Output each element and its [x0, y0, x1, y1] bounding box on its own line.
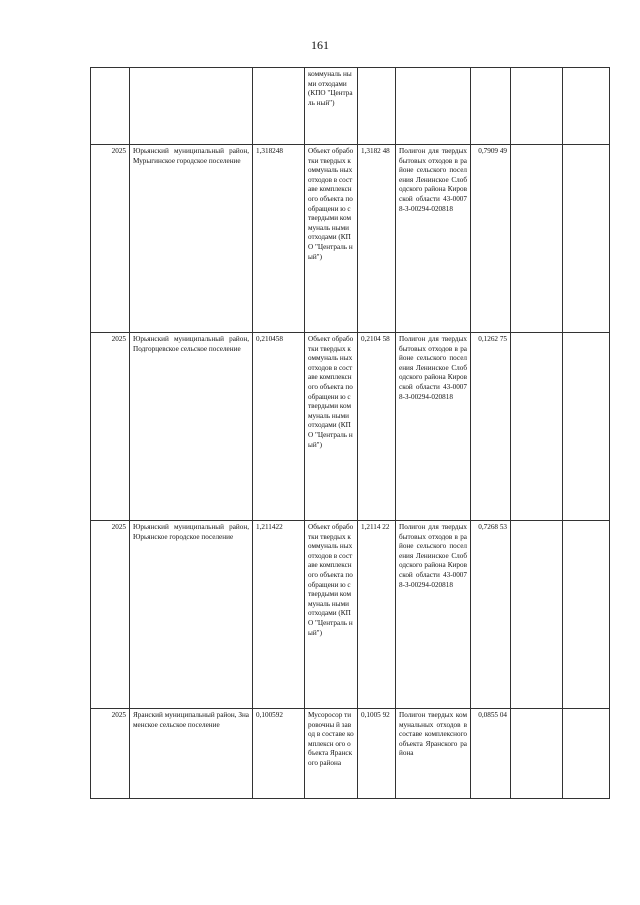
- object-mass-cell: 1,3182 48: [358, 145, 396, 333]
- destination-cell: [396, 68, 471, 145]
- empty-cell: [511, 145, 563, 333]
- empty-cell: [511, 333, 563, 521]
- mass-cell: 1,211422: [253, 521, 305, 709]
- empty-cell: [563, 68, 610, 145]
- share-cell: [471, 68, 511, 145]
- empty-cell: [563, 709, 610, 799]
- mass-cell: 0,100592: [253, 709, 305, 799]
- share-cell: 0,7909 49: [471, 145, 511, 333]
- table-row: [91, 333, 610, 521]
- share-cell: 0,7268 53: [471, 521, 511, 709]
- mass-cell: 0,210458: [253, 333, 305, 521]
- share-cell: 0,0855 04: [471, 709, 511, 799]
- municipality-cell: Юрьянский муниципальный район, Мурыгинское городское поселение: [130, 145, 253, 333]
- municipality-cell: [130, 68, 253, 145]
- object-mass-cell: 0,1005 92: [358, 709, 396, 799]
- year-cell: [91, 68, 130, 145]
- year-cell: 2025: [91, 521, 130, 709]
- empty-cell: [511, 709, 563, 799]
- destination-cell: Полигон для твердых бытовых отходов в районе сельского поселения Ленинское Слободского района Кировской области 43-00078-З-00294-020818: [396, 145, 471, 333]
- object-cell: Объект обработки твердых коммуналь ных отходов в составе комплексн ого объекта по обращени ю с твердыми коммуналь ными отходами (КПО "Централь ный"): [305, 333, 358, 521]
- table-row: [91, 68, 610, 145]
- empty-cell: [563, 521, 610, 709]
- empty-cell: [511, 521, 563, 709]
- table-row: [91, 521, 610, 709]
- year-cell: 2025: [91, 145, 130, 333]
- year-cell: 2025: [91, 333, 130, 521]
- municipality-cell: Юрьянский муниципальный район, Подгорцевское сельское поселение: [130, 333, 253, 521]
- object-cell: коммуналь ными отходами (КПО "Централь ный"): [305, 68, 358, 145]
- page-number: 161: [311, 38, 329, 52]
- table-row: [91, 145, 610, 333]
- object-cell: Объект обработки твердых коммуналь ных отходов в составе комплексн ого объекта по обращени ю с твердыми коммуналь ными отходами (КПО "Централь ный"): [305, 521, 358, 709]
- empty-cell: [511, 68, 563, 145]
- mass-cell: [253, 68, 305, 145]
- destination-cell: Полигон для твердых бытовых отходов в районе сельского поселения Ленинское Слободского района Кировской области 43-00078-З-00294-020818: [396, 333, 471, 521]
- waste-flow-table: [90, 67, 610, 799]
- object-cell: Объект обработки твердых коммуналь ных отходов в составе комплексн ого объекта по обращени ю с твердыми коммуналь ными отходами (КПО "Централь ный"): [305, 145, 358, 333]
- empty-cell: [563, 333, 610, 521]
- object-cell: Мусоросор тировочны й завод в составе комплексн ого объекта Яранского района: [305, 709, 358, 799]
- share-cell: 0,1262 75: [471, 333, 511, 521]
- object-mass-cell: [358, 68, 396, 145]
- mass-cell: 1,318248: [253, 145, 305, 333]
- empty-cell: [563, 145, 610, 333]
- table-row: [91, 709, 610, 799]
- destination-cell: Полигон твердых коммунальных отходов в составе комплексного объекта Яранского района: [396, 709, 471, 799]
- year-cell: 2025: [91, 709, 130, 799]
- municipality-cell: Яранский муниципальный район, Знаменское сельское поселение: [130, 709, 253, 799]
- object-mass-cell: 0,2104 58: [358, 333, 396, 521]
- municipality-cell: Юрьянский муниципальный район, Юрьянское городское поселение: [130, 521, 253, 709]
- destination-cell: Полигон для твердых бытовых отходов в районе сельского поселения Ленинское Слободского района Кировской области 43-00078-З-00294-020818: [396, 521, 471, 709]
- object-mass-cell: 1,2114 22: [358, 521, 396, 709]
